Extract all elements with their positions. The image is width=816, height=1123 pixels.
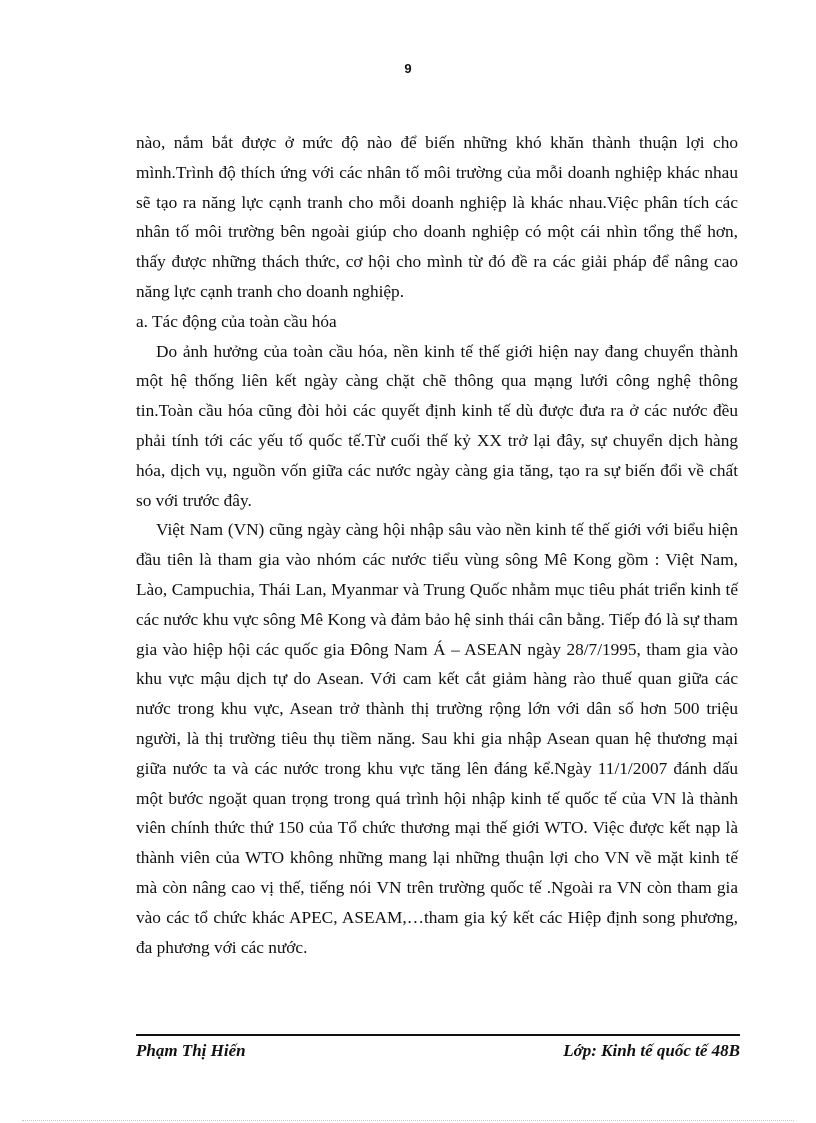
footer-divider bbox=[136, 1034, 740, 1036]
page-bottom-border bbox=[22, 1120, 794, 1121]
footer-class: Lớp: Kinh tế quốc tế 48B bbox=[563, 1041, 740, 1060]
body-paragraph: Do ảnh hưởng của toàn cầu hóa, nền kinh tế thế giới hiện nay đang chuyển thành một hệ thống liên kết ngày càng chặt chẽ thông qua mạng lưới công nghệ thông tin.Toàn cầu hóa cũng đòi hỏi các quyết định kinh tế dù được đưa ra ở các nước đều phải tính tới các yếu tố quốc tế.Từ cuối thế kỷ XX trở lại đây, sự chuyển dịch hàng hóa, dịch vụ, nguồn vốn giữa các nước ngày càng gia tăng, tạo ra sự biến đổi về chất so với trước đây. bbox=[136, 341, 738, 510]
document-body bbox=[136, 128, 738, 962]
body-paragraph: Việt Nam (VN) cũng ngày càng hội nhập sâu vào nền kinh tế thế giới với biểu hiện đầu tiên là tham gia vào nhóm các nước tiểu vùng sông Mê Kong gồm : Việt Nam, Lào, Campuchia, Thái Lan, Myanmar và Trung Quốc nhằm mục tiêu phát triển kinh tế các nước khu vực sông Mê Kong và đảm bảo hệ sinh thái cân bằng. Tiếp đó là sự tham gia vào hiệp hội các quốc gia Đông Nam Á – ASEAN ngày 28/7/1995, tham gia vào khu vực mậu dịch tự do Asean. Với cam kết cắt giảm hàng rào thuế quan giữa các nước trong khu vực, Asean trở thành thị trường rộng lớn với dân số hơn 500 triệu người, là thị trường tiêu thụ tiềm năng. Sau khi gia nhập Asean quan hệ thương mại giữa nước ta và các nước trong khu vực tăng lên đáng kể.Ngày 11/1/2007 đánh dấu một bước ngoặt quan trọng trong quá trình hội nhập kinh tế quốc tế của VN là thành viên chính thức thứ 150 của Tổ chức thương mại thế giới WTO. Việc được kết nạp là thành viên của WTO không những mang lại những thuận lợi cho VN về mặt kinh tế mà còn nâng cao vị thế, tiếng nói VN trên trường quốc tế .Ngoài ra VN còn tham gia vào các tổ chức khác APEC, ASEAM,…tham gia ký kết các Hiệp định song phương, đa phương với các nước. bbox=[136, 520, 738, 957]
footer-author: Phạm Thị Hiến bbox=[136, 1041, 246, 1060]
page-number: 9 bbox=[404, 61, 412, 76]
body-paragraph: nào, nắm bắt được ở mức độ nào để biến những khó khăn thành thuận lợi cho mình.Trình độ thích ứng với các nhân tố môi trường của mỗi doanh nghiệp khác nhau sẽ tạo ra năng lực cạnh tranh cho mỗi doanh nghiệp là khác nhau.Việc phân tích các nhân tố môi trường bên ngoài giúp cho doanh nghiệp có một cái nhìn tổng thể hơn, thấy được những thách thức, cơ hội cho mình từ đó đề ra các giải pháp để nâng cao năng lực cạnh tranh cho doanh nghiệp. bbox=[136, 133, 738, 301]
section-heading: a. Tác động của toàn cầu hóa bbox=[136, 311, 337, 331]
